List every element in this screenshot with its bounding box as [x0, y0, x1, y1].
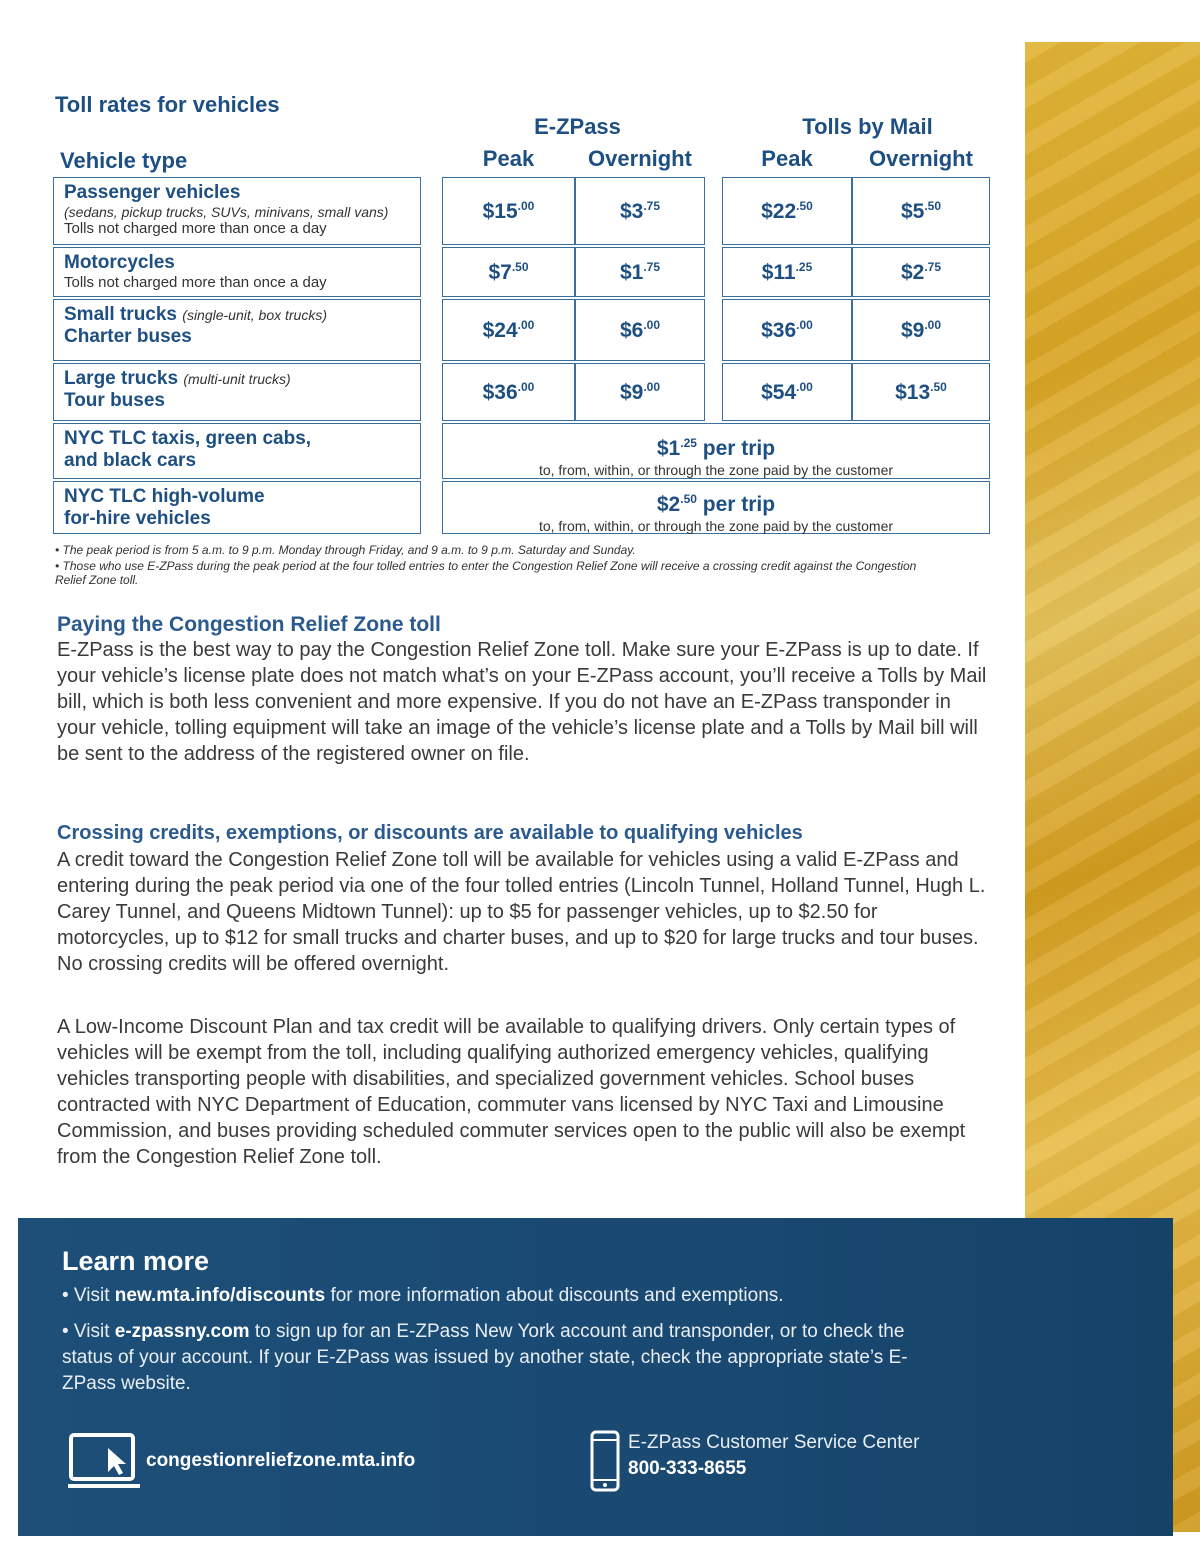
footnote-peak-period: • The peak period is from 5 a.m. to 9 p.m. Monday through Friday, and 9 a.m. to 9 p.m. Saturday and Sunday. — [55, 543, 636, 557]
tolls-by-mail-group-header: Tolls by Mail — [802, 114, 933, 139]
ezpass-peak-cell: $\$36^{.00}$ — [442, 363, 575, 421]
vehicle-name: NYC TLC high-volume — [64, 486, 265, 507]
learn-item-discounts: • Visit new.mta.info/discounts for more information about discounts and exemptions. — [62, 1285, 784, 1306]
ezpass-overnight-cell: $\$6^{.00}$ — [575, 299, 705, 361]
mail-peak-cell: $\$22^{.50}$ — [722, 177, 852, 245]
learn-item-ezpass: • Visit e-zpassny.com to sign up for an E-ZPass New York account and transponder, or to check the status of your account. If your E-ZPass was issued by another state, check the appropriate state’s E-ZPass website. — [62, 1321, 908, 1394]
computer-pointer-icon — [68, 1432, 140, 1490]
vehicle-note: Tolls not charged more than once a day — [64, 220, 327, 237]
credits-section-title: Crossing credits, exemptions, or discounts are available to qualifying vehicles — [57, 822, 803, 844]
row-motorcycles — [53, 247, 421, 297]
vehicle-name-2: for-hire vehicles — [64, 508, 211, 529]
ezpass-overnight-cell: $\$1^{.75}$ — [575, 247, 705, 297]
ezpassny-link[interactable]: e-zpassny.com — [114, 1321, 250, 1342]
row-small-trucks — [53, 299, 421, 361]
tlc-high-volume-fee-cell — [442, 481, 990, 534]
mail-peak-cell: $\$11^{.25}$ — [722, 247, 852, 297]
vehicle-subtitle: (single-unit, box trucks) — [182, 307, 327, 323]
vehicle-subtitle: (sedans, pickup trucks, SUVs, minivans, small vans) — [64, 204, 389, 220]
mobile-phone-icon — [590, 1430, 620, 1492]
vehicle-note: Tolls not charged more than once a day — [64, 274, 327, 291]
vehicle-name: Passenger vehicles — [64, 182, 241, 203]
ezpass-group-header: E-ZPass — [534, 114, 621, 139]
mail-overnight-header: Overnight — [869, 146, 973, 171]
credits-section-body-1: A credit toward the Congestion Relief Zone toll will be available for vehicles using a valid E-ZPass and entering during the peak period via one of the four tolled entries (Lincoln Tunnel, Holland Tunnel, Hugh L. Carey Tunnel, and Queens Midtown Tunnel): up to $5 for passenger vehicles, up to $2.50 for motorcycles, up to $12 for small trucks and charter buses, and up to $20 for large trucks and tour buses. No crossing credits will be offered overnight. — [57, 849, 986, 975]
vehicle-name: NYC TLC taxis, green cabs, — [64, 428, 312, 449]
per-trip-fee: $\$1^{.25}$ per trip — [656, 436, 776, 460]
learn-more-title: Learn more — [62, 1246, 210, 1276]
mail-overnight-cell: $\$9^{.00}$ — [852, 299, 990, 361]
vehicle-name: Large trucks — [64, 368, 179, 389]
vehicle-name: Small trucks — [64, 304, 177, 325]
website-contact[interactable] — [68, 1432, 415, 1490]
row-tlc-taxis — [53, 423, 421, 479]
ezpass-overnight-cell: $\$3^{.75}$ — [575, 177, 705, 245]
row-large-trucks — [53, 363, 421, 421]
ezpass-overnight-header: Overnight — [588, 146, 692, 171]
tlc-taxis-fee-cell — [442, 423, 990, 479]
ezpass-overnight-cell: $\$9^{.00}$ — [575, 363, 705, 421]
vehicle-subtitle: (multi-unit trucks) — [183, 371, 291, 387]
ezpass-peak-cell: $\$15^{.00}$ — [442, 177, 575, 245]
phone-contact — [590, 1430, 919, 1492]
per-trip-fee: $\$2^{.50}$ per trip — [656, 492, 776, 516]
vehicle-type-header: Vehicle type — [60, 148, 188, 173]
mail-overnight-cell: $\$5^{.50}$ — [852, 177, 990, 245]
vehicle-name-2: and black cars — [64, 450, 197, 471]
phone-label: E-ZPass Customer Service Center — [628, 1432, 920, 1453]
paying-section-title: Paying the Congestion Relief Zone toll — [57, 613, 441, 636]
fee-note: to, from, within, or through the zone paid by the customer — [538, 462, 894, 478]
row-tlc-high-volume — [53, 481, 421, 534]
paying-section-body: E-ZPass is the best way to pay the Congestion Relief Zone toll. Make sure your E-ZPass is up to date. If your vehicle’s license plate does not match what’s on your E-ZPass account, you’ll receive a Tolls by Mail bill, which is both less convenient and more expensive. If you do not have an E-ZPass transponder in your vehicle, tolling equipment will take an image of the vehicle’s license plate and a Tolls by Mail bill will be sent to the address of the registered owner on file. — [57, 639, 987, 765]
credits-section-body-2: A Low-Income Discount Plan and tax credit will be available to qualifying drivers. Only certain types of vehicles will be exempt from the toll, including qualifying authorized emergency vehicles, qualifying vehicles transporting people with disabilities, and specialized government vehicles. School buses contracted with NYC Department of Education, commuter vans licensed by NYC Taxi and Limousine Commission, and buses providing scheduled commuter services open to the public will also be exempt from the Congestion Relief Zone toll. — [57, 1016, 966, 1168]
ezpass-peak-cell: $\$24^{.00}$ — [442, 299, 575, 361]
vehicle-name: Motorcycles — [64, 252, 175, 273]
ezpass-peak-cell: $\$7^{.50}$ — [442, 247, 575, 297]
mail-overnight-cell: $\$13^{.50}$ — [852, 363, 990, 421]
footnote-crossing-credit: • Those who use E-ZPass during the peak period at the four tolled entries to enter the Congestion Relief Zone will receive a crossing credit against the Congestion Relief Zone toll. — [55, 559, 917, 587]
fee-note: to, from, within, or through the zone paid by the customer — [538, 518, 894, 534]
mail-overnight-cell: $\$2^{.75}$ — [852, 247, 990, 297]
mail-peak-cell: $\$36^{.00}$ — [722, 299, 852, 361]
vehicle-name-2: Charter buses — [64, 326, 192, 347]
mail-peak-header: Peak — [761, 146, 813, 171]
website-label[interactable]: congestionreliefzone.mta.info — [146, 1450, 416, 1471]
table-heading: Toll rates for vehicles — [55, 92, 280, 117]
mail-peak-cell: $\$54^{.00}$ — [722, 363, 852, 421]
vehicle-name-2: Tour buses — [64, 390, 165, 411]
phone-number[interactable]: 800-333-8655 — [628, 1458, 747, 1479]
ezpass-peak-header: Peak — [482, 146, 535, 171]
row-passenger-vehicles — [53, 177, 421, 245]
discounts-link[interactable]: new.mta.info/discounts — [114, 1285, 326, 1306]
